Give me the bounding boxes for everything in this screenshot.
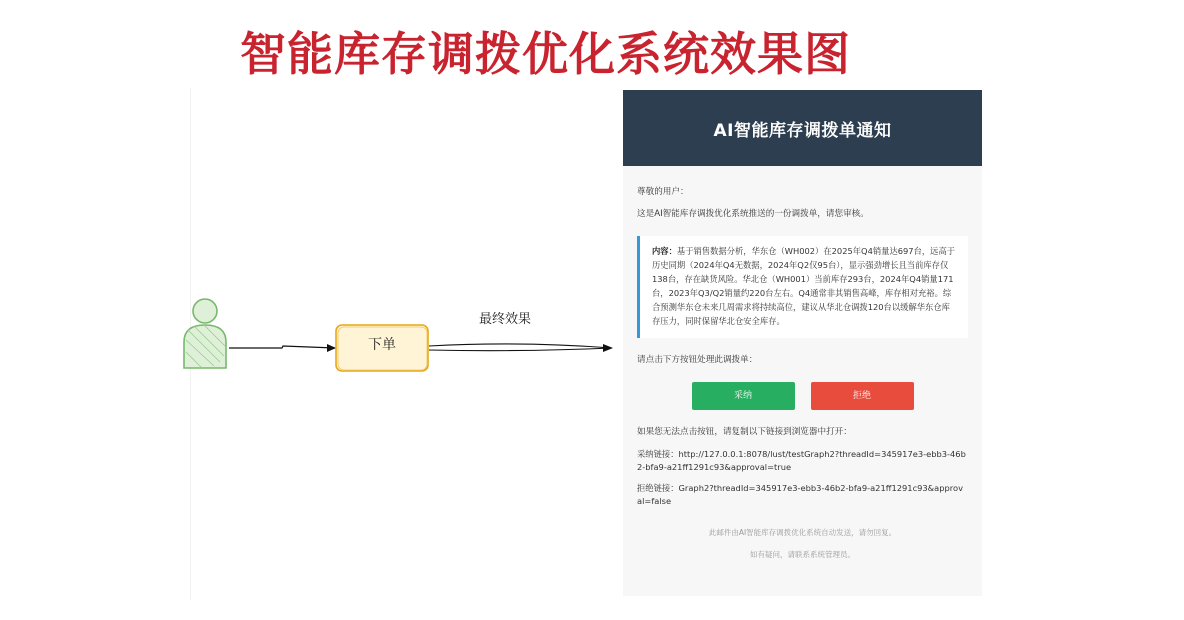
reject-link-row — [637, 482, 968, 509]
approve-button[interactable]: 采纳 — [692, 382, 795, 410]
email-header — [623, 90, 982, 166]
footer-line-1: 此邮件由AI智能库存调拨优化系统自动发送，请勿回复。 — [708, 527, 897, 537]
reject-link[interactable]: Graph2?threadId=345917e3-ebb3-46b2-bfa9-a21ff1291c93&approval=false — [637, 483, 963, 507]
order-node-label: 下单 — [368, 337, 396, 353]
arrow-order-to-email — [429, 344, 612, 351]
approve-link-label: 采纳链接： — [637, 448, 679, 459]
email-footer — [637, 527, 968, 561]
email-body — [623, 166, 982, 561]
arrow-user-to-order — [229, 346, 335, 348]
footer-line-2: 如有疑问，请联系系统管理员。 — [750, 549, 855, 559]
approve-link[interactable]: http://127.0.0.1:8078/lust/testGraph2?threadId=345917e3-ebb3-46b2-bfa9-a21ff1291c93&approval=true — [637, 448, 966, 472]
action-buttons — [637, 382, 968, 410]
reject-link-label: 拒绝链接： — [637, 483, 679, 494]
action-prompt: 请点击下方按钮处理此调拨单： — [637, 355, 758, 366]
email-header-title: AI智能库存调拨单通知 — [713, 120, 892, 141]
final-effect-label: 最终效果 — [479, 312, 532, 327]
email-notification — [623, 90, 982, 596]
content-text: 基于销售数据分析，华东仓（WH002）在2025年Q4销量达697台，远高于历史同期（2024年Q4无数据，2024年Q2仅95台），显示强劲增长且当前库存仅138台，存在缺货风险。华北仓（WH001）当前库存293台，2024年Q4销量171台，2023年Q3/Q2销量约220台左右。Q4通常非其销售高峰，库存相对充裕。综合预测华东仓未来几周需求将持续高位，建议从华北仓调拨120台以缓解华东仓库存压力，同时保留华北仓安全库存。 — [652, 245, 956, 326]
content-label: 内容： — [652, 245, 677, 256]
approve-link-row — [637, 448, 968, 475]
email-greeting: 尊敬的用户： — [637, 187, 689, 197]
page-title: 智能库存调拨优化系统效果图 — [240, 27, 851, 81]
fallback-instructions: 如果您无法点击按钮，请复制以下链接到浏览器中打开： — [637, 426, 852, 437]
email-intro: 这是AI智能库存调拨优化系统推送的一份调拨单，请您审核。 — [637, 208, 869, 219]
reject-button[interactable]: 拒绝 — [811, 382, 914, 410]
transfer-content-box — [637, 236, 968, 339]
user-icon — [184, 299, 226, 368]
